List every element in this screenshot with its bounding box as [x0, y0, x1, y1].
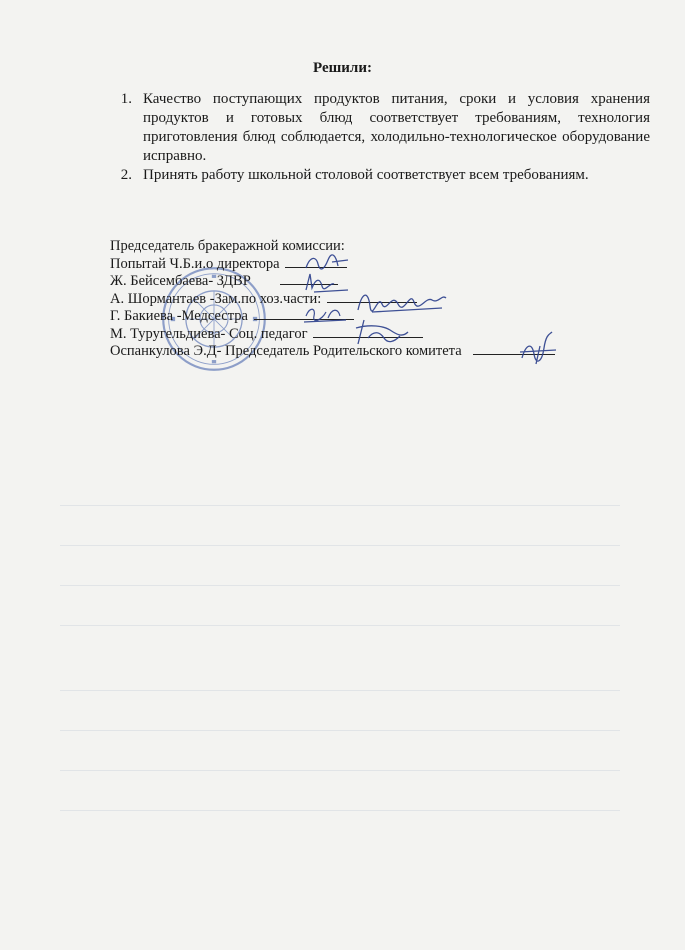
bleed-through-line: [60, 625, 620, 626]
signatory-line: [110, 342, 555, 360]
signature-deputy: [352, 286, 452, 316]
bleed-through-line: [60, 730, 620, 731]
decision-item: [110, 166, 650, 185]
signatory-text: Оспанкулова Э.Д- Председатель Родительского комитета: [110, 343, 462, 359]
signature-social-pedagogue: [350, 316, 420, 350]
decision-item: [110, 90, 650, 166]
signature-parent-committee: [512, 328, 562, 370]
decision-number: 1.: [120, 91, 132, 107]
decision-number: 2.: [120, 167, 132, 183]
signatory-text: М. Туругельдиева- Соц. педагог: [110, 325, 308, 342]
signatory-text: Председатель бракеражной комиссии:: [110, 238, 345, 254]
bleed-through-line: [60, 545, 620, 546]
bleed-through-line: [60, 810, 620, 811]
signatory-text: Г. Бакиева -Медсестра: [110, 308, 248, 324]
signature-nurse: [300, 302, 350, 324]
bleed-through-line: [60, 585, 620, 586]
signatory-text: Ж. Бейсембаева- ЗДВР: [110, 273, 251, 289]
bleed-through-line: [60, 505, 620, 506]
signatory-text: Попытай Ч.Б.и.о директора: [110, 255, 280, 272]
signatory-text: А. Шормантаев -Зам.по хоз.части:: [110, 290, 322, 307]
bleed-through-line: [60, 770, 620, 771]
signatory-line: [110, 325, 555, 343]
decision-text: Принять работу школьной столовой соответствует всем требованиям.: [143, 167, 589, 183]
decisions-heading: Решили:: [313, 60, 372, 76]
signature-zdvr: [300, 270, 355, 296]
decisions-list: [110, 90, 650, 185]
bleed-through-line: [60, 690, 620, 691]
decision-text: Качество поступающих продуктов питания, сроки и условия хранения продуктов и готовых блюд соответствует требованиям, технология приготовления блюд соблюдается, холодильно-технологическое оборудование исправно.: [143, 91, 650, 164]
